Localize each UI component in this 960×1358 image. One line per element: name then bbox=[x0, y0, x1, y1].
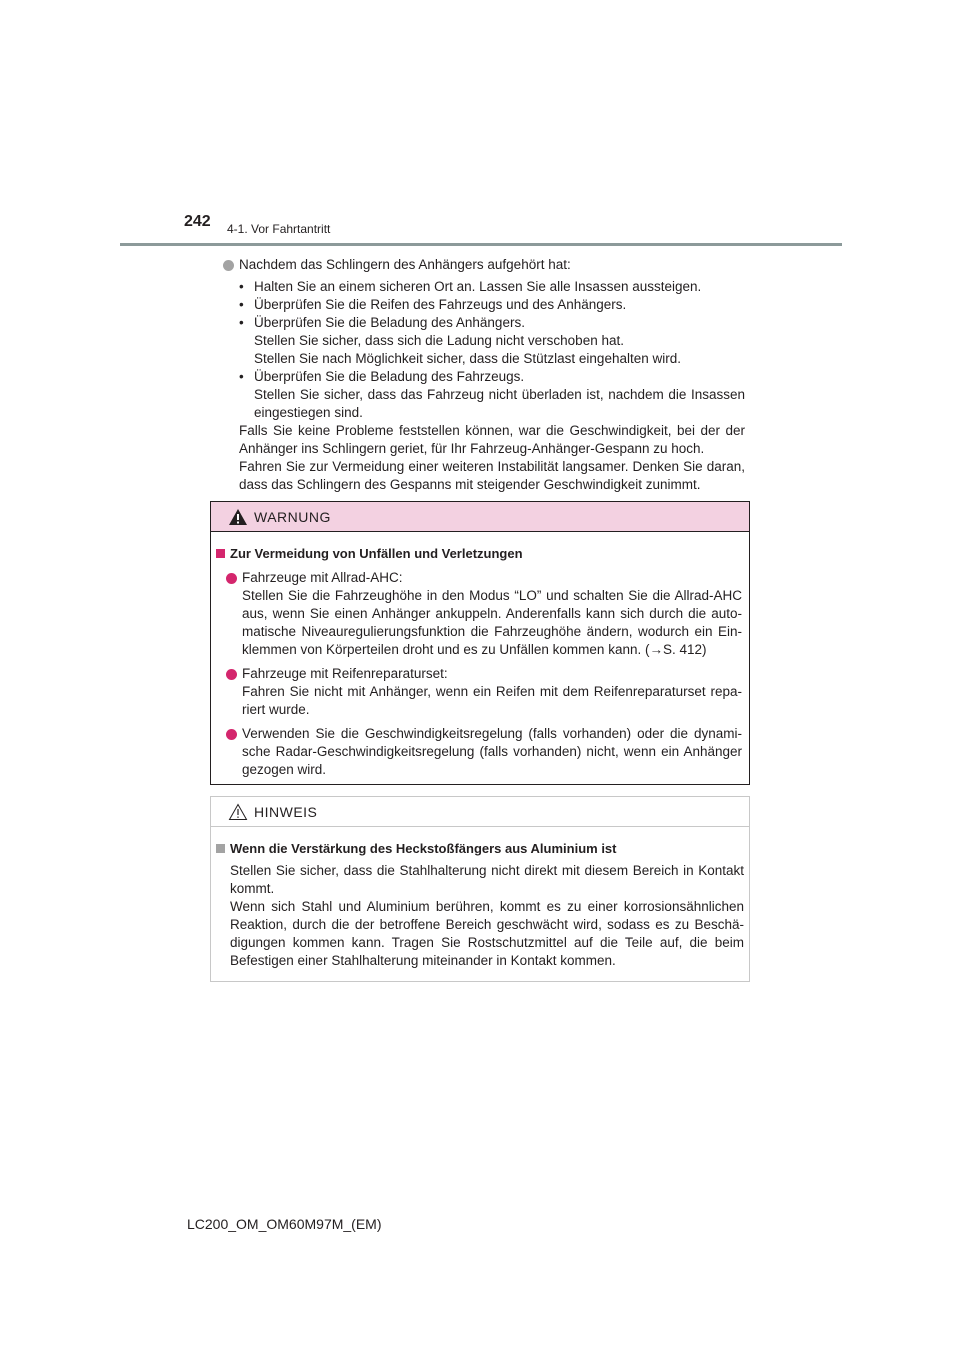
list-item-line: Stellen Sie sicher, dass das Fahrzeug nicht überladen ist, nachdem die Insassen eingestiegen sind. bbox=[254, 387, 745, 420]
list-item-text: Überprüfen Sie die Reifen des Fahrzeugs und des Anhängers. bbox=[254, 297, 627, 312]
warning-item-body: Verwenden Sie die Geschwindigkeitsregelung (falls vorhanden) oder die dynamische Radar-Geschwindigkeitsregelung (falls vorhanden) nicht, wenn ein Anhänger gezogen wird. bbox=[242, 726, 742, 777]
warning-box bbox=[210, 501, 750, 785]
bullet-mark: • bbox=[239, 369, 244, 384]
list-item-text bbox=[254, 368, 745, 422]
caution-triangle-outline-icon bbox=[228, 803, 248, 821]
pink-circle-bullet-icon bbox=[226, 573, 237, 584]
list-item bbox=[239, 296, 745, 314]
check-list bbox=[239, 278, 745, 422]
warning-subhead-text: Zur Vermeidung von Unfällen und Verletzungen bbox=[230, 546, 523, 561]
intro-paragraph: Fahren Sie zur Vermeidung einer weiteren Instabilität langsamer. Denken Sie daran, dass das Schlingern des Gespanns mit steigender Geschwindigkeit zunimmt. bbox=[239, 459, 745, 492]
note-title: HINWEIS bbox=[254, 804, 318, 820]
warning-triangle-icon bbox=[228, 508, 248, 526]
header-rule bbox=[120, 243, 842, 246]
warning-item bbox=[226, 569, 742, 659]
note-paragraph: Wenn sich Stahl und Aluminium berühren, kommt es zu einer korrosionsähnlichen Reaktion, durch die der betroffene Bereich geschwächt wird, sodass es zu Beschädigungen kommen kann. Tragen Sie Rostschutzmittel auf die Teile auf, die beim Befestigen einer Stahlhalterung miteinander in Kontakt kommen. bbox=[230, 899, 744, 968]
warning-body bbox=[211, 532, 749, 779]
footer-code: LC200_OM_OM60M97M_(EM) bbox=[187, 1216, 382, 1232]
intro-paragraph: Falls Sie keine Probleme feststellen können, war die Geschwindigkeit, bei der der Anhänger ins Schlingern geriet, für Ihr Fahrzeug-Anhänger-Gespann zu hoch. bbox=[239, 423, 745, 456]
intro-lead-text: Nachdem das Schlingern des Anhängers aufgehört hat: bbox=[239, 257, 571, 272]
note-body bbox=[211, 827, 749, 970]
intro-section bbox=[223, 256, 745, 494]
intro-lead bbox=[223, 256, 745, 274]
bullet-mark: • bbox=[239, 315, 244, 330]
note-subhead-text: Wenn die Verstärkung des Heckstoßfängers aus Aluminium ist bbox=[230, 841, 617, 856]
list-item-line: Überprüfen Sie die Beladung des Fahrzeugs. bbox=[254, 369, 525, 384]
note-subhead bbox=[216, 840, 742, 858]
warning-item-heading: Fahrzeuge mit Allrad-AHC: bbox=[242, 570, 403, 585]
warning-item-body: Fahren Sie nicht mit Anhänger, wenn ein Reifen mit dem Reifenreparaturset repariert wurde. bbox=[242, 684, 742, 717]
list-item bbox=[239, 278, 745, 296]
warning-subhead bbox=[216, 545, 742, 563]
grey-circle-bullet-icon bbox=[223, 260, 234, 271]
warning-item-body: Stellen Sie die Fahrzeughöhe in den Modus “LO” und schalten Sie die Allrad-AHC aus, wenn Sie einen Anhänger ankuppeln. Anderenfalls kann sich durch die automatische Niveauregulierungsfunktion die Fahrzeughöhe ändern, wodurch ein Einklemmen von Körperteilen droht und es zu Unfällen kommen kann. (→S. 412) bbox=[242, 588, 742, 657]
warning-title: WARNUNG bbox=[254, 509, 331, 525]
note-paragraph: Stellen Sie sicher, dass die Stahlhalterung nicht direkt mit diesem Bereich in Kontakt kommt. bbox=[230, 863, 744, 896]
page-number: 242 bbox=[184, 213, 211, 230]
warning-item-heading: Fahrzeuge mit Reifenreparaturset: bbox=[242, 666, 448, 681]
grey-square-bullet-icon bbox=[216, 844, 225, 853]
warning-item-text bbox=[242, 725, 742, 779]
list-item-text: Halten Sie an einem sicheren Ort an. Lassen Sie alle Insassen aussteigen. bbox=[254, 279, 702, 294]
warning-item-text bbox=[242, 665, 742, 719]
bullet-mark: • bbox=[239, 297, 244, 312]
warning-item-text bbox=[242, 569, 742, 659]
list-item bbox=[239, 368, 745, 422]
list-item bbox=[239, 314, 745, 368]
list-item-line: Stellen Sie sicher, dass sich die Ladung nicht verschoben hat. bbox=[254, 333, 624, 348]
pink-circle-bullet-icon bbox=[226, 669, 237, 680]
warning-header bbox=[211, 502, 749, 532]
pink-circle-bullet-icon bbox=[226, 729, 237, 740]
pink-square-bullet-icon bbox=[216, 549, 225, 558]
bullet-mark: • bbox=[239, 279, 244, 294]
list-item-text bbox=[254, 314, 681, 368]
warning-item bbox=[226, 665, 742, 719]
list-item-line: Überprüfen Sie die Beladung des Anhängers. bbox=[254, 315, 525, 330]
section-title: 4-1. Vor Fahrtantritt bbox=[227, 222, 331, 236]
list-item-line: Stellen Sie nach Möglichkeit sicher, dass die Stützlast eingehalten wird. bbox=[254, 351, 681, 366]
note-header bbox=[211, 797, 749, 827]
warning-item bbox=[226, 725, 742, 779]
note-box bbox=[210, 796, 750, 982]
